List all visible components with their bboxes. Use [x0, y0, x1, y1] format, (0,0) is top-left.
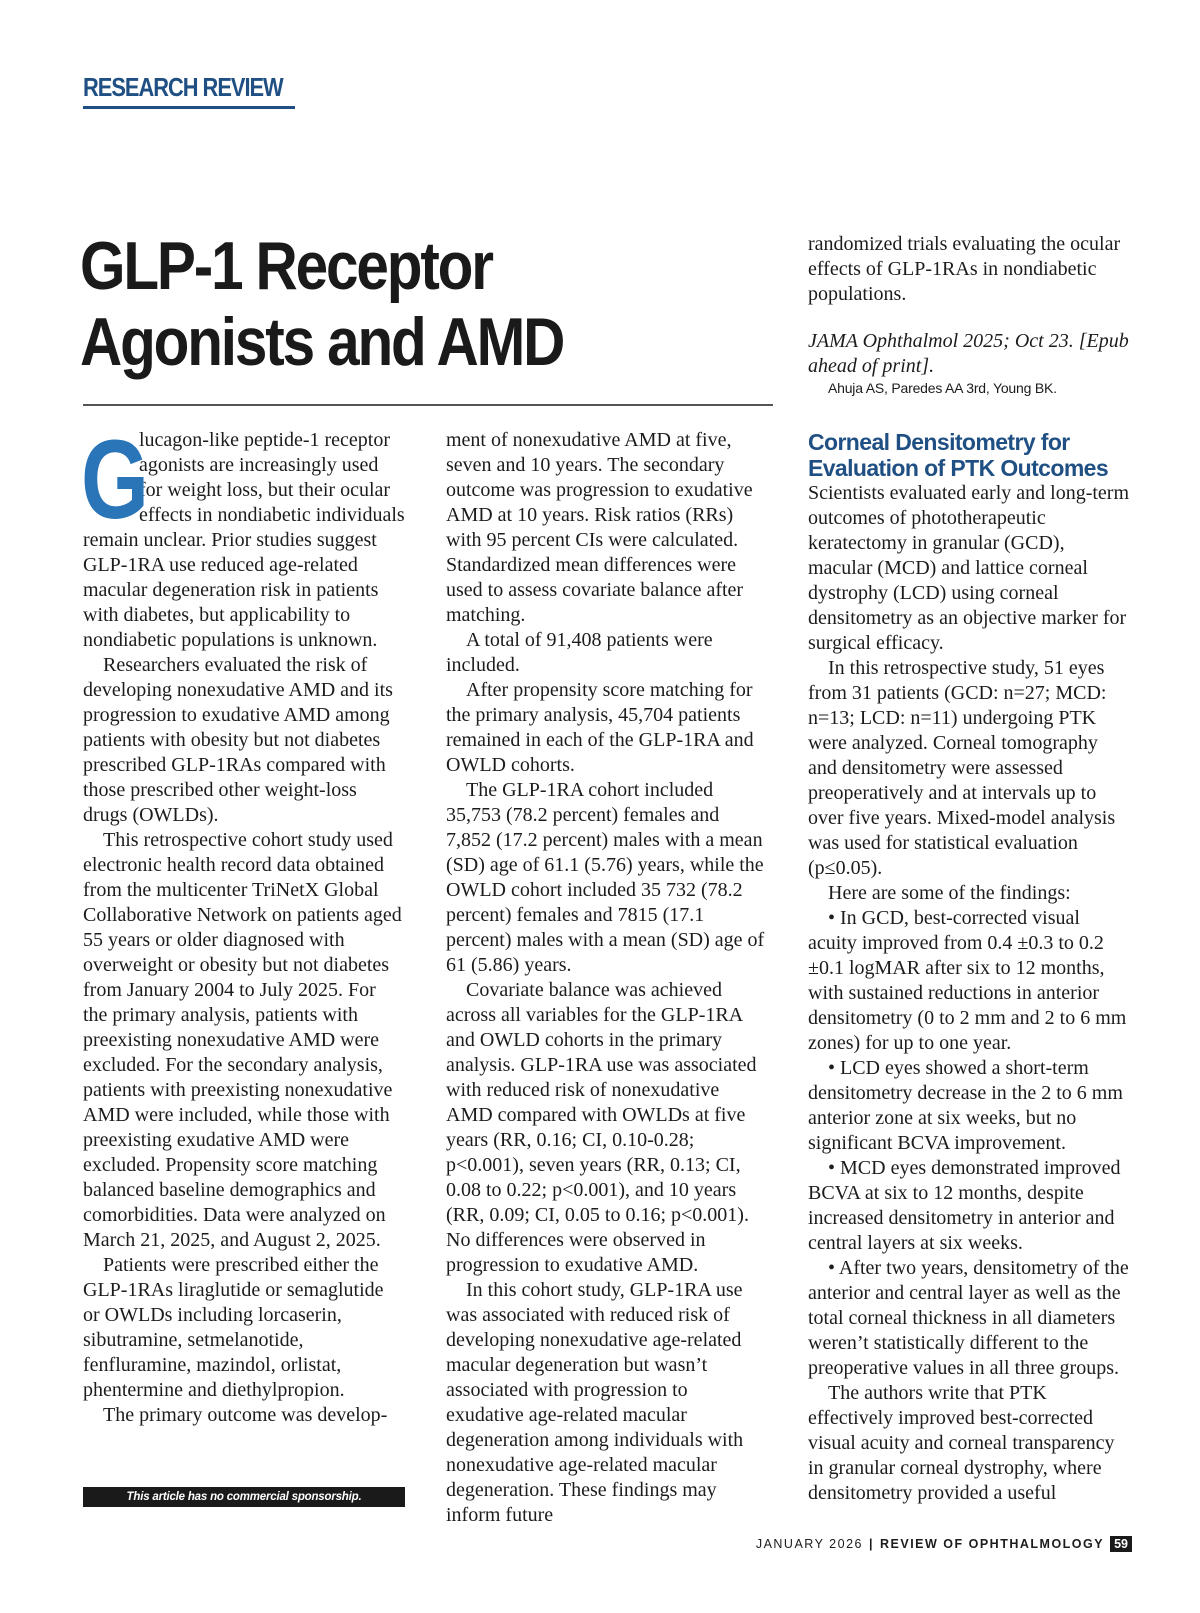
article2-title-line-2: Evaluation of PTK Outcomes [808, 455, 1109, 481]
footer-issue: JANUARY 2026 [755, 1537, 863, 1551]
finding-bullet: • In GCD, best-corrected visual acuity improved from 0.4 ±0.3 to 0.2 ±0.1 logMAR after six to 12 months, with sustained reductions in anterior densitometry (0 to 2 mm and 2 to 6 mm zones) for up to one year. [808, 907, 1127, 1054]
article-title [80, 228, 682, 380]
column-3 [808, 232, 1130, 1506]
article-paragraph: Here are some of the findings: [828, 882, 1071, 904]
article-title-line-2: Agonists and AMD [80, 304, 564, 380]
headline-rule [83, 404, 773, 406]
footer-journal: REVIEW OF OPHTHALMOLOGY [880, 1537, 1105, 1551]
article-title-line-1: GLP-1 Receptor [80, 228, 492, 304]
column-2 [446, 428, 768, 1528]
column-1 [81, 417, 405, 1428]
article-paragraph: The GLP-1RA cohort included 35,753 (78.2 percent) females and 7,852 (17.2 percent) males with a mean (SD) age of 61.1 (5.76) years, while the OWLD cohort included 35 732 (78.2 percent) females and 7815 (17.1 percent) males with a mean (SD) age of 61 (5.86) years. [446, 779, 765, 976]
citation: JAMA Ophthalmol 2025; Oct 23. [Epub ahead of print]. [808, 330, 1129, 377]
footer-separator: | [869, 1537, 874, 1551]
page-footer [756, 1536, 1132, 1552]
finding-bullet: • LCD eyes showed a short-term densitometry decrease in the 2 to 6 mm anterior zone at six weeks, but no significant BCVA improvement. [808, 1057, 1123, 1154]
drop-cap: G [81, 417, 149, 542]
article2-title-line-1: Corneal Densitometry for [808, 429, 1070, 455]
article-paragraph: Scientists evaluated early and long-term outcomes of phototherapeutic keratectomy in granular (GCD), macular (MCD) and lattice corneal dystrophy (LCD) using corneal densitometry as an objective marker for surgical efficacy. [808, 482, 1130, 654]
article-paragraph: Covariate balance was achieved across all variables for the GLP-1RA and OWLD cohorts in the primary analysis. GLP-1RA use was associated with reduced risk of nonexudative AMD compared with OWLDs at five years (RR, 0.16; CI, 0.10-0.28; p<0.001), seven years (RR, 0.13; CI, 0.08 to 0.22; p<0.001), and 10 years (RR, 0.09; CI, 0.05 to 0.16; p<0.001). No differences were observed in progression to exudative AMD. [446, 979, 757, 1276]
page-number: 59 [1110, 1536, 1132, 1552]
article-paragraph: A total of 91,408 patients were included. [446, 629, 713, 676]
finding-bullet: • MCD eyes demonstrated improved BCVA at six to 12 months, despite increased densitometry in anterior and central layers at six weeks. [808, 1157, 1121, 1254]
article-paragraph: After propensity score matching for the primary analysis, 45,704 patients remained in each of the GLP-1RA and OWLD cohorts. [446, 679, 754, 776]
finding-bullet: • After two years, densitometry of the anterior and central layer as well as the total corneal thickness in all diameters weren’t statistically different to the preoperative values in all three groups. [808, 1257, 1129, 1379]
section-rule [83, 106, 295, 109]
article-paragraph: ment of nonexudative AMD at five, seven and 10 years. The secondary outcome was progression to exudative AMD at 10 years. Risk ratios (RRs) with 95 percent CIs were calculated. Standardized mean differences were used to assess covariate balance after matching. [446, 429, 753, 626]
paragraph-text: lucagon-like peptide-1 receptor agonists are increasingly used for weight loss, but their ocular effects in nondiabetic individuals remain unclear. Prior studies suggest GLP-1RA use reduced age-related macular degeneration risk in patients with diabetes, but applicability to nondiabetic populations is unknown. [83, 429, 405, 651]
authors: Ahuja AS, Paredes AA 3rd, Young BK. [828, 380, 1057, 396]
article-paragraph: Researchers evaluated the risk of developing nonexudative AMD and its progression to exudative AMD among patients with obesity but not diabetes prescribed GLP-1RAs compared with those prescribed other weight-loss drugs (OWLDs). [83, 654, 393, 826]
article-paragraph: Patients were prescribed either the GLP-1RAs liraglutide or semaglutide or OWLDs including lorcaserin, sibutramine, setmelanotide, fenfluramine, mazindol, orlistat, phentermine and diethylpropion. [83, 1254, 384, 1401]
article-paragraph: In this cohort study, GLP-1RA use was associated with reduced risk of developing nonexudative age-related macular degeneration but wasn’t associated with progression to exudative age-related macular degeneration among individuals with nonexudative age-related macular degeneration. These findings may inform future [446, 1279, 744, 1526]
article-paragraph: In this retrospective study, 51 eyes from 31 patients (GCD: n=27; MCD: n=13; LCD: n=11) undergoing PTK were analyzed. Corneal tomography and densitometry were assessed preoperatively and at intervals up to over five years. Mixed-model analysis was used for statistical evaluation (p≤0.05). [808, 657, 1116, 879]
article-paragraph: The authors write that PTK effectively improved best-corrected visual acuity and corneal transparency in granular corneal dystrophy, where densitometry provided a useful [808, 1382, 1115, 1504]
article-paragraph: The primary outcome was develop- [103, 1404, 388, 1426]
article-paragraph [81, 417, 405, 653]
article-paragraph: This retrospective cohort study used electronic health record data obtained from the multicenter TriNetX Global Collaborative Network on patients aged 55 years or older diagnosed with overweight or obesity but not diabetes from January 2004 to July 2025. For the primary analysis, patients with preexisting nonexudative AMD were excluded. For the secondary analysis, patients with preexisting nonexudative AMD were included, while those with preexisting exudative AMD were excluded. Propensity score matching balanced baseline demographics and comorbidities. Data were analyzed on March 21, 2025, and August 2, 2025. [83, 829, 402, 1251]
article2-title [808, 429, 1130, 481]
article-paragraph: randomized trials evaluating the ocular effects of GLP-1RAs in nondiabetic populations. [808, 233, 1121, 305]
section-label: RESEARCH REVIEW [83, 72, 283, 102]
sponsorship-note: This article has no commercial sponsorship. [83, 1487, 405, 1507]
